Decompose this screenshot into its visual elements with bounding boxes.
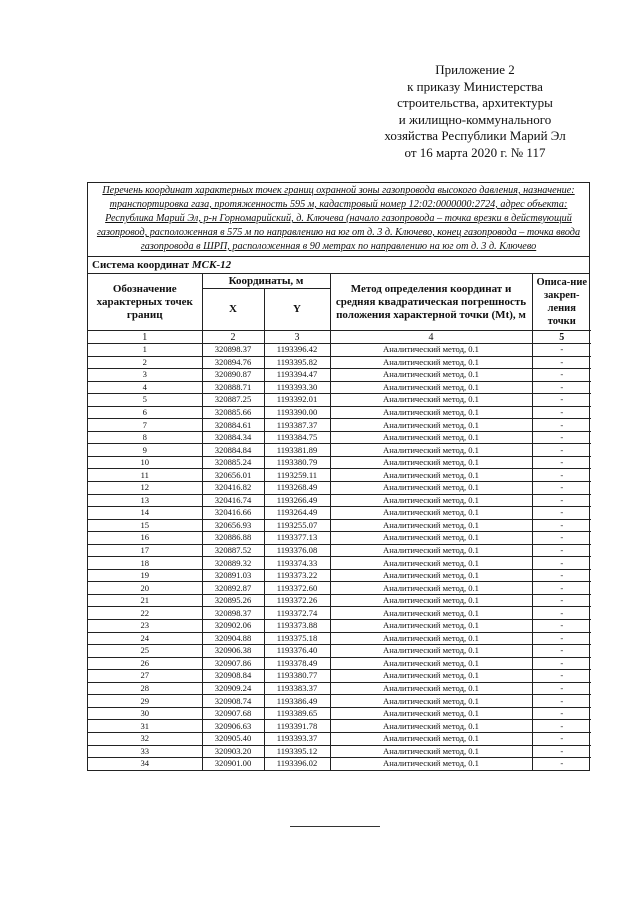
y-coordinate-cell: 1193373.88 (264, 620, 330, 633)
fixation-cell: - (532, 419, 591, 432)
point-number-cell: 2 (88, 356, 202, 369)
point-number-cell: 29 (88, 695, 202, 708)
y-coordinate-cell: 1193396.02 (264, 758, 330, 770)
y-coordinate-cell: 1193266.49 (264, 494, 330, 507)
x-coordinate-cell: 320898.37 (202, 344, 264, 357)
x-coordinate-cell: 320904.88 (202, 632, 264, 645)
x-coordinate-cell: 320890.87 (202, 369, 264, 382)
x-coordinate-cell: 320884.34 (202, 431, 264, 444)
table-row (88, 419, 591, 432)
table-row (88, 607, 591, 620)
point-number-cell: 26 (88, 657, 202, 670)
x-coordinate-cell: 320885.24 (202, 456, 264, 469)
table-row (88, 344, 591, 357)
table-row (88, 406, 591, 419)
x-coordinate-cell: 320416.74 (202, 494, 264, 507)
coordinates-body (88, 331, 591, 770)
method-cell: Аналитический метод, 0.1 (330, 758, 532, 770)
point-number-cell: 19 (88, 569, 202, 582)
column-number: 2 (202, 331, 264, 344)
fixation-cell: - (532, 431, 591, 444)
x-coordinate-cell: 320887.25 (202, 394, 264, 407)
y-coordinate-cell: 1193394.47 (264, 369, 330, 382)
x-coordinate-cell: 320888.71 (202, 381, 264, 394)
table-row (88, 645, 591, 658)
y-coordinate-cell: 1193383.37 (264, 682, 330, 695)
method-cell: Аналитический метод, 0.1 (330, 745, 532, 758)
col-method-header: Метод определения координат и средняя квадратическая погрешность положения характерной точки (Mt), м (330, 274, 532, 331)
fixation-cell: - (532, 707, 591, 720)
fixation-cell: - (532, 732, 591, 745)
method-cell: Аналитический метод, 0.1 (330, 582, 532, 595)
y-coordinate-cell: 1193392.01 (264, 394, 330, 407)
x-coordinate-cell: 320892.87 (202, 582, 264, 595)
point-number-cell: 21 (88, 594, 202, 607)
x-coordinate-cell: 320656.01 (202, 469, 264, 482)
method-cell: Аналитический метод, 0.1 (330, 670, 532, 683)
col-fix-header: Описа-ние закреп-ления точки (532, 274, 591, 331)
method-cell: Аналитический метод, 0.1 (330, 557, 532, 570)
y-coordinate-cell: 1193396.42 (264, 344, 330, 357)
x-coordinate-cell: 320902.06 (202, 620, 264, 633)
fixation-cell: - (532, 544, 591, 557)
point-number-cell: 9 (88, 444, 202, 457)
table-row (88, 369, 591, 382)
fixation-cell: - (532, 557, 591, 570)
fixation-cell: - (532, 745, 591, 758)
table-row (88, 394, 591, 407)
point-number-cell: 22 (88, 607, 202, 620)
table-row (88, 632, 591, 645)
table-row (88, 482, 591, 495)
y-coordinate-cell: 1193374.33 (264, 557, 330, 570)
y-coordinate-cell: 1193378.49 (264, 657, 330, 670)
point-number-cell: 10 (88, 456, 202, 469)
y-coordinate-cell: 1193375.18 (264, 632, 330, 645)
x-coordinate-cell: 320909.24 (202, 682, 264, 695)
y-coordinate-cell: 1193395.82 (264, 356, 330, 369)
method-cell: Аналитический метод, 0.1 (330, 344, 532, 357)
point-number-cell: 6 (88, 406, 202, 419)
x-coordinate-cell: 320887.52 (202, 544, 264, 557)
x-coordinate-cell: 320884.61 (202, 419, 264, 432)
table-row (88, 707, 591, 720)
y-coordinate-cell: 1193376.40 (264, 645, 330, 658)
fixation-cell: - (532, 356, 591, 369)
column-number: 5 (532, 331, 591, 344)
x-coordinate-cell: 320908.74 (202, 695, 264, 708)
method-cell: Аналитический метод, 0.1 (330, 594, 532, 607)
table-row (88, 507, 591, 520)
fixation-cell: - (532, 394, 591, 407)
table-row (88, 469, 591, 482)
y-coordinate-cell: 1193384.75 (264, 431, 330, 444)
point-number-cell: 23 (88, 620, 202, 633)
fixation-cell: - (532, 406, 591, 419)
x-coordinate-cell: 320903.20 (202, 745, 264, 758)
table-row (88, 695, 591, 708)
column-number: 4 (330, 331, 532, 344)
coordinates-table (88, 274, 591, 770)
method-cell: Аналитический метод, 0.1 (330, 519, 532, 532)
y-coordinate-cell: 1193259.11 (264, 469, 330, 482)
method-cell: Аналитический метод, 0.1 (330, 720, 532, 733)
table-row (88, 582, 591, 595)
method-cell: Аналитический метод, 0.1 (330, 482, 532, 495)
table-row (88, 720, 591, 733)
y-coordinate-cell: 1193390.00 (264, 406, 330, 419)
fixation-cell: - (532, 519, 591, 532)
fixation-cell: - (532, 632, 591, 645)
fixation-cell: - (532, 594, 591, 607)
column-numbers-row (88, 331, 591, 344)
column-number: 1 (88, 331, 202, 344)
bottom-divider (290, 826, 380, 827)
table-row (88, 544, 591, 557)
method-cell: Аналитический метод, 0.1 (330, 657, 532, 670)
x-coordinate-cell: 320416.66 (202, 507, 264, 520)
point-number-cell: 32 (88, 732, 202, 745)
point-number-cell: 31 (88, 720, 202, 733)
table-row (88, 431, 591, 444)
point-number-cell: 34 (88, 758, 202, 770)
point-number-cell: 30 (88, 707, 202, 720)
point-number-cell: 15 (88, 519, 202, 532)
y-coordinate-cell: 1193380.77 (264, 670, 330, 683)
point-number-cell: 18 (88, 557, 202, 570)
fixation-cell: - (532, 494, 591, 507)
coordinate-system-label: Система координат (92, 259, 190, 271)
point-number-cell: 20 (88, 582, 202, 595)
x-coordinate-cell: 320656.93 (202, 519, 264, 532)
table-row (88, 594, 591, 607)
point-number-cell: 14 (88, 507, 202, 520)
point-number-cell: 17 (88, 544, 202, 557)
fixation-cell: - (532, 695, 591, 708)
fixation-cell: - (532, 369, 591, 382)
point-number-cell: 5 (88, 394, 202, 407)
x-coordinate-cell: 320907.86 (202, 657, 264, 670)
y-coordinate-cell: 1193372.74 (264, 607, 330, 620)
method-cell: Аналитический метод, 0.1 (330, 444, 532, 457)
x-coordinate-cell: 320901.00 (202, 758, 264, 770)
y-coordinate-cell: 1193380.79 (264, 456, 330, 469)
table-row (88, 657, 591, 670)
fixation-cell: - (532, 344, 591, 357)
point-number-cell: 16 (88, 532, 202, 545)
point-number-cell: 25 (88, 645, 202, 658)
coordinate-system (88, 257, 589, 274)
table-row (88, 620, 591, 633)
table-row (88, 557, 591, 570)
method-cell: Аналитический метод, 0.1 (330, 645, 532, 658)
x-coordinate-cell: 320906.63 (202, 720, 264, 733)
fixation-cell: - (532, 720, 591, 733)
header-line-6: от 16 марта 2020 г. № 117 (404, 144, 546, 160)
x-coordinate-cell: 320906.38 (202, 645, 264, 658)
y-coordinate-cell: 1193381.89 (264, 444, 330, 457)
x-coordinate-cell: 320889.32 (202, 557, 264, 570)
y-coordinate-cell: 1193372.60 (264, 582, 330, 595)
y-coordinate-cell: 1193376.08 (264, 544, 330, 557)
fixation-cell: - (532, 670, 591, 683)
fixation-cell: - (532, 532, 591, 545)
coordinates-document (87, 182, 590, 771)
fixation-cell: - (532, 657, 591, 670)
fixation-cell: - (532, 469, 591, 482)
method-cell: Аналитический метод, 0.1 (330, 381, 532, 394)
fixation-cell: - (532, 607, 591, 620)
x-coordinate-cell: 320908.84 (202, 670, 264, 683)
fixation-cell: - (532, 645, 591, 658)
coordinate-system-value: МСК-12 (191, 259, 232, 271)
method-cell: Аналитический метод, 0.1 (330, 369, 532, 382)
table-row (88, 381, 591, 394)
point-number-cell: 8 (88, 431, 202, 444)
fixation-cell: - (532, 569, 591, 582)
x-coordinate-cell: 320895.26 (202, 594, 264, 607)
fixation-cell: - (532, 507, 591, 520)
y-coordinate-cell: 1193395.12 (264, 745, 330, 758)
y-coordinate-cell: 1193393.30 (264, 381, 330, 394)
method-cell: Аналитический метод, 0.1 (330, 682, 532, 695)
header-line-4: и жилищно-коммунального (398, 111, 552, 127)
method-cell: Аналитический метод, 0.1 (330, 532, 532, 545)
x-coordinate-cell: 320891.03 (202, 569, 264, 582)
y-coordinate-cell: 1193264.49 (264, 507, 330, 520)
column-number: 3 (264, 331, 330, 344)
table-row (88, 532, 591, 545)
table-row (88, 456, 591, 469)
method-cell: Аналитический метод, 0.1 (330, 456, 532, 469)
point-number-cell: 33 (88, 745, 202, 758)
point-number-cell: 3 (88, 369, 202, 382)
y-coordinate-cell: 1193387.37 (264, 419, 330, 432)
point-number-cell: 24 (88, 632, 202, 645)
point-number-cell: 12 (88, 482, 202, 495)
y-coordinate-cell: 1193389.65 (264, 707, 330, 720)
method-cell: Аналитический метод, 0.1 (330, 569, 532, 582)
method-cell: Аналитический метод, 0.1 (330, 632, 532, 645)
method-cell: Аналитический метод, 0.1 (330, 607, 532, 620)
fixation-cell: - (532, 758, 591, 770)
y-coordinate-cell: 1193373.22 (264, 569, 330, 582)
fixation-cell: - (532, 620, 591, 633)
col-x-header: X (202, 289, 264, 331)
table-row (88, 758, 591, 770)
x-coordinate-cell: 320894.76 (202, 356, 264, 369)
object-description: Перечень координат характерных точек границ охранной зоны газопровода высокого давления, назначение: транспортировка газа, протяженность 595 м, кадастровый номер 12:02:0000000:2724, адрес объекта: Республика Марий Эл, р-н Горномарийский, д. Ключева (начало газопровода – точка врезки в действующий газопровод, расположенная в 575 м по направлению на юг от д. 3 д. Ключево, конец газопровода – точка ввода газопровода в ШРП, расположенная в 90 метрах по направлению на юг от д. 3 д. Ключево (88, 183, 589, 257)
method-cell: Аналитический метод, 0.1 (330, 707, 532, 720)
y-coordinate-cell: 1193393.37 (264, 732, 330, 745)
col-coords-header: Координаты, м (202, 274, 330, 289)
x-coordinate-cell: 320898.37 (202, 607, 264, 620)
table-row (88, 494, 591, 507)
x-coordinate-cell: 320907.68 (202, 707, 264, 720)
fixation-cell: - (532, 456, 591, 469)
table-row (88, 745, 591, 758)
method-cell: Аналитический метод, 0.1 (330, 419, 532, 432)
method-cell: Аналитический метод, 0.1 (330, 494, 532, 507)
header-line-1: Приложение 2 (435, 62, 515, 77)
method-cell: Аналитический метод, 0.1 (330, 544, 532, 557)
fixation-cell: - (532, 582, 591, 595)
fixation-cell: - (532, 682, 591, 695)
point-number-cell: 4 (88, 381, 202, 394)
x-coordinate-cell: 320884.84 (202, 444, 264, 457)
y-coordinate-cell: 1193255.07 (264, 519, 330, 532)
method-cell: Аналитический метод, 0.1 (330, 732, 532, 745)
table-row (88, 444, 591, 457)
y-coordinate-cell: 1193372.26 (264, 594, 330, 607)
method-cell: Аналитический метод, 0.1 (330, 695, 532, 708)
x-coordinate-cell: 320886.88 (202, 532, 264, 545)
table-row (88, 569, 591, 582)
table-row (88, 732, 591, 745)
table-row (88, 356, 591, 369)
header-line-5: хозяйства Республики Марий Эл (384, 128, 566, 143)
header-line-3: строительства, архитектуры (397, 95, 553, 110)
x-coordinate-cell: 320885.66 (202, 406, 264, 419)
table-row (88, 682, 591, 695)
col-y-header: Y (264, 289, 330, 331)
point-number-cell: 27 (88, 670, 202, 683)
point-number-cell: 13 (88, 494, 202, 507)
x-coordinate-cell: 320416.82 (202, 482, 264, 495)
method-cell: Аналитический метод, 0.1 (330, 469, 532, 482)
y-coordinate-cell: 1193377.13 (264, 532, 330, 545)
point-number-cell: 1 (88, 344, 202, 357)
fixation-cell: - (532, 381, 591, 394)
point-number-cell: 7 (88, 419, 202, 432)
x-coordinate-cell: 320905.40 (202, 732, 264, 745)
fixation-cell: - (532, 444, 591, 457)
fixation-cell: - (532, 482, 591, 495)
point-number-cell: 28 (88, 682, 202, 695)
y-coordinate-cell: 1193268.49 (264, 482, 330, 495)
appendix-header (330, 62, 620, 161)
col-point-header: Обозначение характерных точек границ (88, 274, 202, 331)
method-cell: Аналитический метод, 0.1 (330, 406, 532, 419)
method-cell: Аналитический метод, 0.1 (330, 620, 532, 633)
y-coordinate-cell: 1193391.78 (264, 720, 330, 733)
method-cell: Аналитический метод, 0.1 (330, 356, 532, 369)
point-number-cell: 11 (88, 469, 202, 482)
y-coordinate-cell: 1193386.49 (264, 695, 330, 708)
header-line-2: к приказу Министерства (407, 78, 543, 94)
method-cell: Аналитический метод, 0.1 (330, 394, 532, 407)
method-cell: Аналитический метод, 0.1 (330, 507, 532, 520)
table-row (88, 519, 591, 532)
method-cell: Аналитический метод, 0.1 (330, 431, 532, 444)
table-row (88, 670, 591, 683)
